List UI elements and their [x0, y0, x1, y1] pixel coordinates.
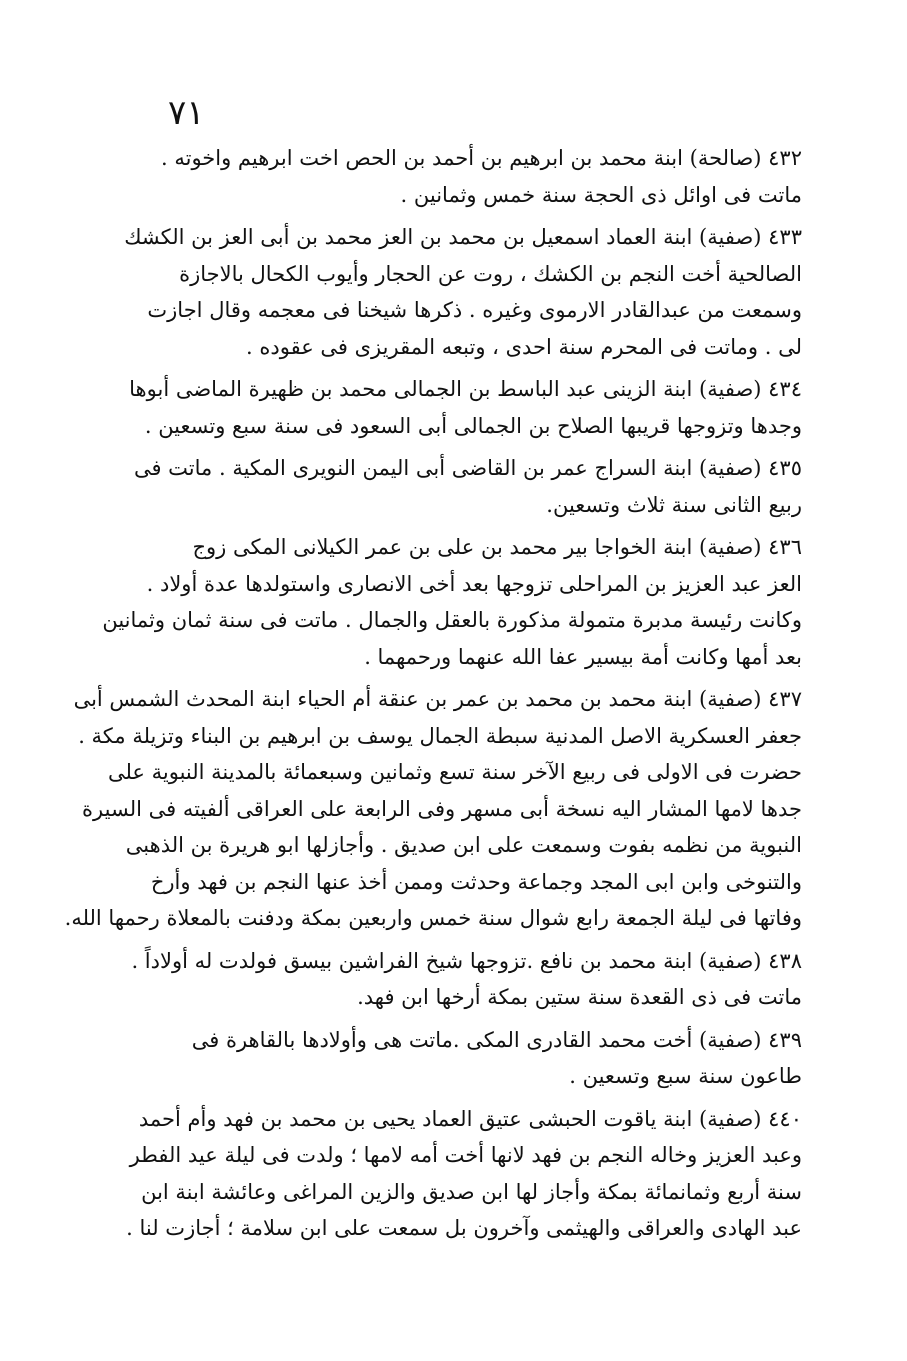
- text-line: ٤٣٩ (صفية) أخت محمد القادرى المكى .ماتت هى وأولادها بالقاهرة فى: [191, 1027, 802, 1052]
- text-line: العز عبد العزيز بن المراحلى تزوجها بعد أخى الانصارى واستولدها عدة أولاد .: [146, 571, 802, 596]
- text-line: ٤٣٢ (صالحة) ابنة محمد بن ابرهيم بن أحمد بن الحص اخت ابرهيم واخوته .: [160, 146, 802, 170]
- text-line: بعد أمها وكانت أمة بيسير عفا الله عنهما ورحمهما .: [364, 644, 802, 669]
- text-line: حضرت فى الاولى فى ربيع الآخر سنة تسع وثمانين وسبعمائة بالمدينة النبوية على: [107, 760, 802, 784]
- entry-text: [129, 371, 802, 444]
- biography-entries: [64, 140, 802, 1253]
- text-line: والتنوخى وابن ابى المجد وجماعة وحدثت وممن أخذ عنها النجم بن فهد وأرخ: [150, 869, 802, 894]
- text-line: وعبد العزيز وخاله النجم بن فهد لانها أخت أمه لامها ؛ ولدت فى ليلة عيد الفطر: [129, 1143, 802, 1167]
- biography-entry: [152, 140, 802, 213]
- entry-text: [102, 529, 802, 675]
- page-number: ٧١: [168, 93, 205, 133]
- text-line: وكانت رئيسة مدبرة متمولة مذكورة بالعقل والجمال . ماتت فى سنة ثمان وثمانين: [102, 608, 802, 632]
- text-line: ٤٣٧ (صفية) ابنة محمد بن محمد بن عمر بن عنقة أم الحياء ابنة المحدث الشمس أبى: [73, 687, 802, 711]
- text-line: ماتت فى ذى القعدة سنة ستين بمكة أرخها ابن فهد.: [357, 985, 802, 1009]
- entry-text: [64, 681, 802, 937]
- text-line: جدها لامها المشار اليه نسخة أبى مسهر وفى الرابعة على العراقى ألفيته فى السيرة: [82, 796, 802, 821]
- text-line: ٤٤٠ (صفية) ابنة ياقوت الحبشى عتيق العماد يحيى بن محمد بن فهد وأم أحمد: [138, 1106, 802, 1131]
- text-line: ٤٣٦ (صفية) ابنة الخواجا بير محمد بن على بن عمر الكيلانى المكى زوج: [192, 535, 802, 559]
- entry-text: [126, 1101, 802, 1247]
- text-line: وسمعت من عبدالقادر الارموى وغيره . ذكرها شيخنا فى معجمه وقال اجازت: [147, 298, 802, 322]
- biography-entry: [133, 450, 802, 523]
- text-line: ربيع الثانى سنة ثلاث وتسعين.: [546, 492, 802, 517]
- text-line: الصالحية أخت النجم بن الكشك ، روت عن الحجار وأيوب الكحال بالاجازة: [179, 261, 802, 286]
- entry-text: [152, 1022, 802, 1095]
- text-line: وفاتها فى ليلة الجمعة رابع شوال سنة خمس واربعين بمكة ودفنت بالمعلاة رحمها الله.: [64, 906, 802, 930]
- biography-entry: [152, 1022, 802, 1095]
- text-line: النبوية من نظمه بفوت وسمعت على ابن صديق . وأجازلها ابو هريرة بن الذهبى: [125, 833, 802, 857]
- text-line: طاعون سنة سبع وتسعين .: [569, 1064, 802, 1088]
- text-line: ٤٣٥ (صفية) ابنة السراج عمر بن القاضى أبى اليمن النويرى المكية . ماتت فى: [133, 456, 802, 480]
- biography-entry: [131, 943, 802, 1016]
- text-line: عبد الهادى والعراقى والهيثمى وآخرون بل سمعت على ابن سلامة ؛ أجازت لنا .: [126, 1216, 802, 1240]
- entry-text: [152, 140, 802, 213]
- text-line: ٤٣٤ (صفية) ابنة الزينى عبد الباسط بن الجمالى محمد بن ظهيرة الماضى أبوها: [129, 377, 802, 401]
- biography-entry: [129, 371, 802, 444]
- text-line: ماتت فى اوائل ذى الحجة سنة خمس وثمانين .: [400, 182, 802, 207]
- text-line: وجدها وتزوجها قريبها الصلاح بن الجمالى أبى السعود فى سنة سبع وتسعين .: [144, 413, 802, 438]
- text-line: سنة أربع وثمانمائة بمكة وأجاز لها ابن صديق والزين المراغى وعائشة ابنة ابن: [141, 1179, 802, 1204]
- biography-entry: [64, 681, 802, 937]
- biography-entry: [102, 529, 802, 675]
- text-line: ٤٣٨ (صفية) ابنة محمد بن نافع .تزوجها شيخ الفراشين بيسق فولدت له أولاداً .: [131, 948, 802, 973]
- entry-text: [133, 450, 802, 523]
- entry-text: [124, 219, 802, 365]
- biography-entry: [126, 1101, 802, 1247]
- entry-text: [131, 943, 802, 1016]
- biography-entry: [124, 219, 802, 365]
- text-line: ٤٣٣ (صفية) ابنة العماد اسمعيل بن محمد بن العز محمد بن أبى العز بن الكشك: [124, 225, 802, 249]
- text-line: لى . وماتت فى المحرم سنة احدى ، وتبعه المقريزى فى عقوده .: [246, 334, 802, 359]
- text-line: جعفر العسكرية الاصل المدنية سبطة الجمال يوسف بن ابرهيم بن البناء وتزيلة مكة .: [78, 723, 802, 748]
